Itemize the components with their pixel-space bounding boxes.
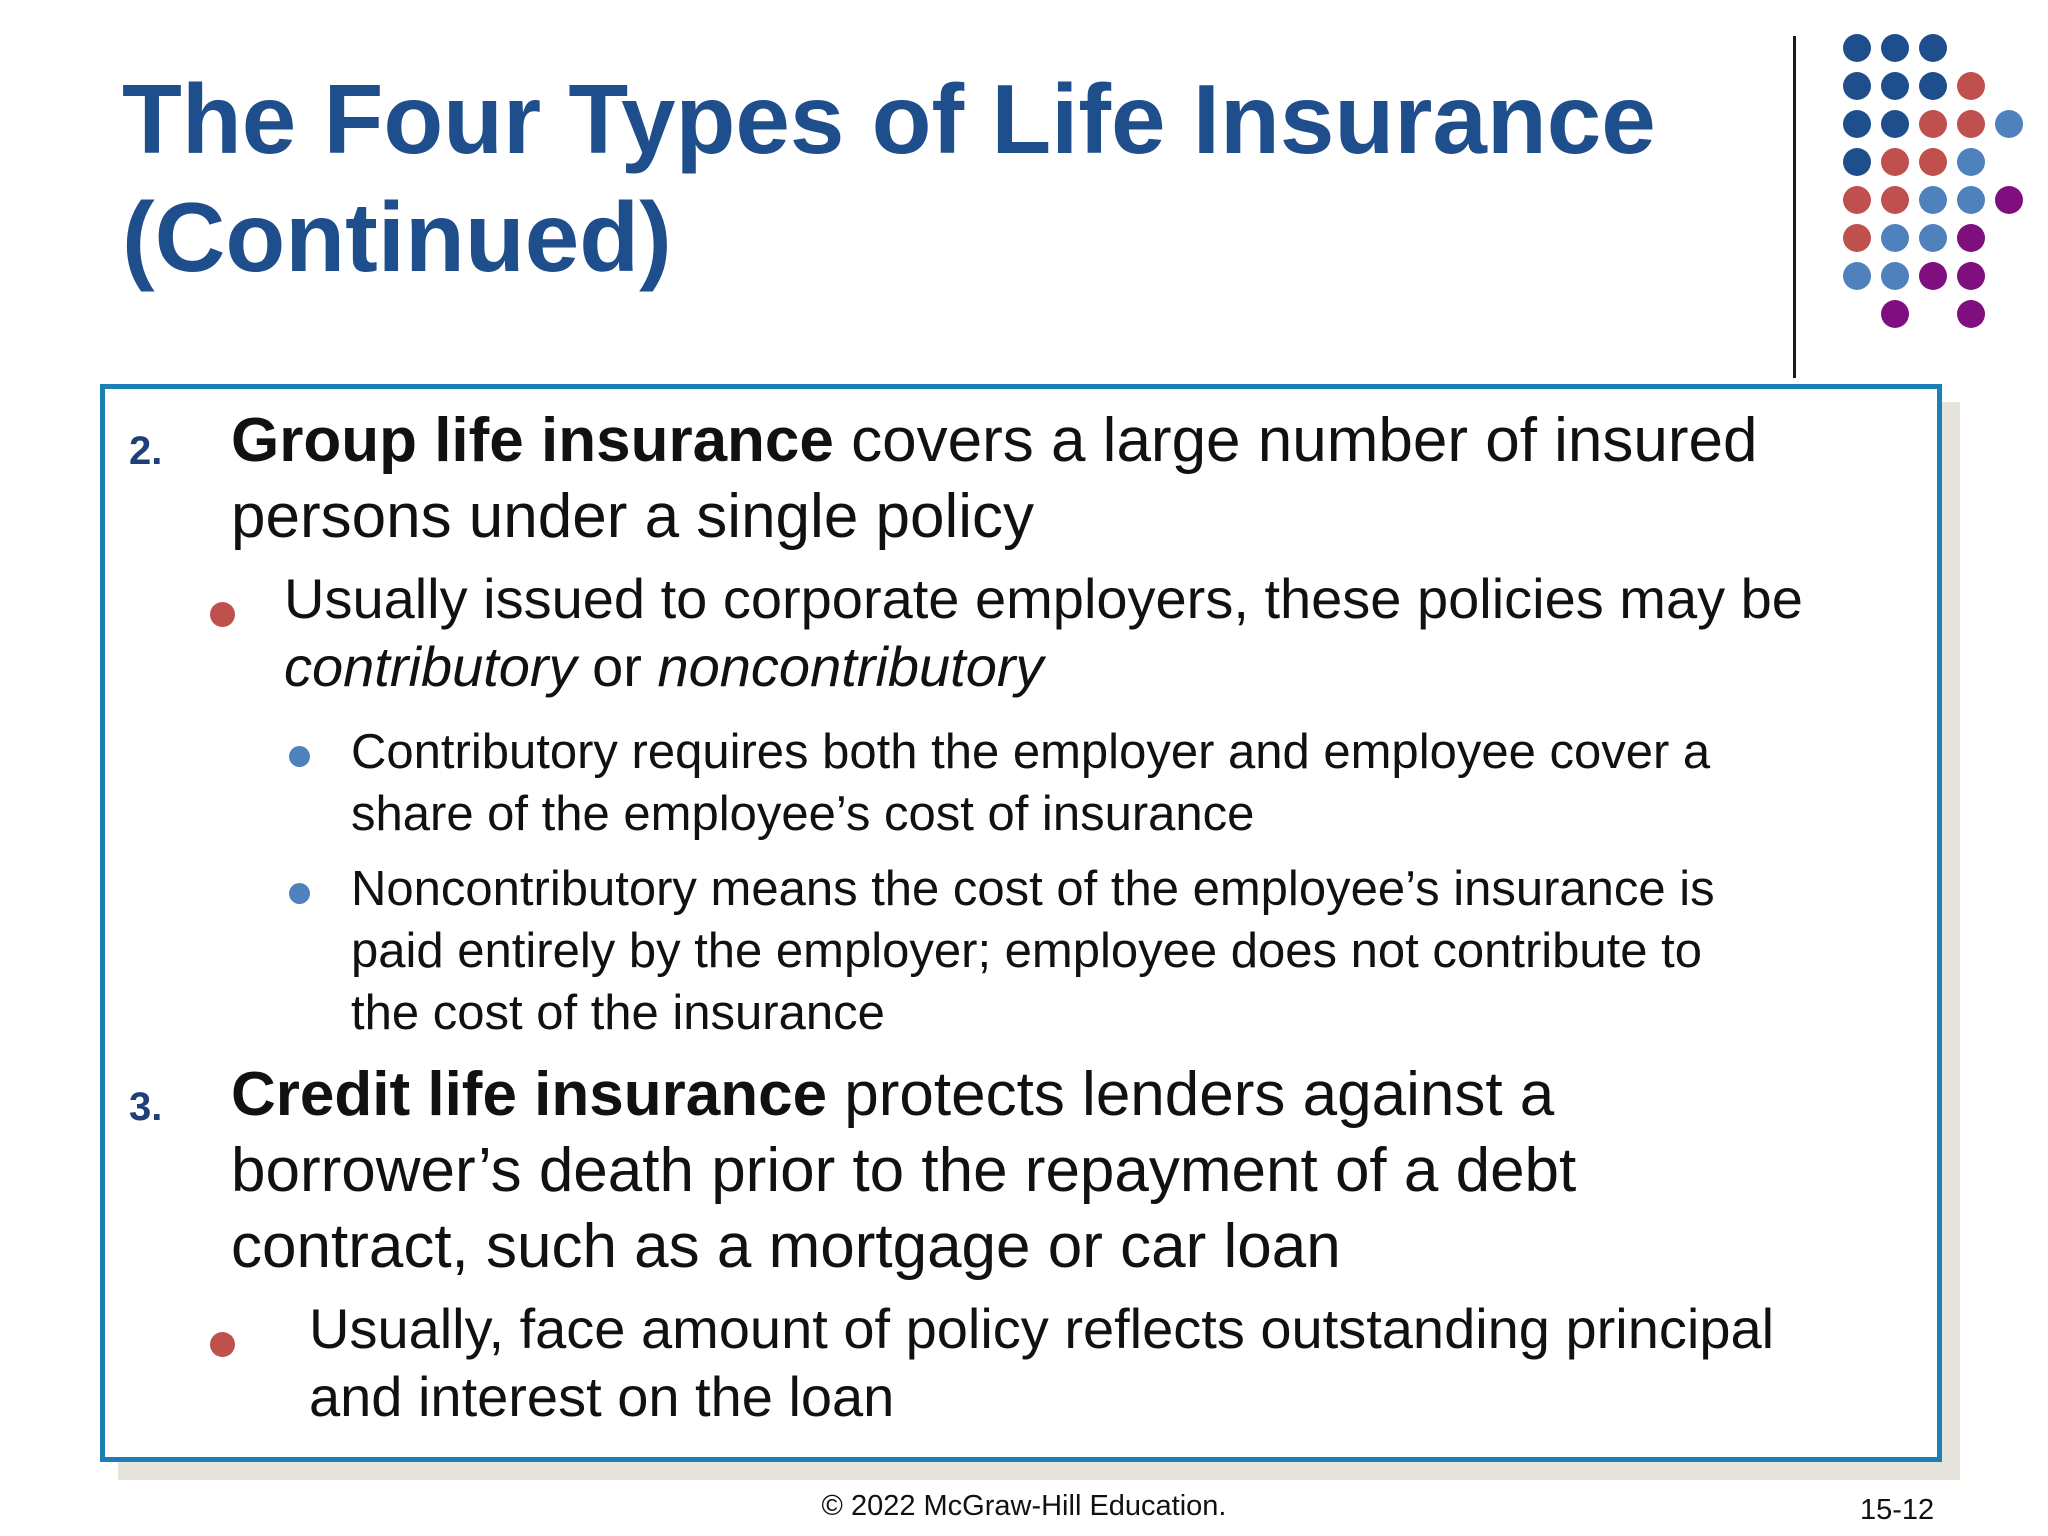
decorative-dot: [1843, 148, 1871, 176]
decorative-dot: [1881, 72, 1909, 100]
item-text: covers a large number of insured: [833, 406, 1758, 475]
decorative-dot: [1957, 224, 1985, 252]
slide-title: [122, 60, 1762, 296]
sub-point-text: and interest on the loan: [309, 1365, 895, 1428]
item-heading: [231, 1057, 1921, 1285]
decorative-dot: [1843, 34, 1871, 62]
decorative-dot: [1919, 34, 1947, 62]
decorative-dot: [1843, 72, 1871, 100]
decorative-dot: [1919, 262, 1947, 290]
sub-sub-point-text: Contributory requires both the employer and employee cover a: [351, 725, 1711, 779]
sub-sub-point-text: the cost of the insurance: [351, 986, 885, 1040]
item-text: persons under a single policy: [231, 482, 1035, 551]
bullet-dot: [210, 602, 235, 627]
decorative-dot: [1919, 224, 1947, 252]
term-contributory: contributory: [284, 635, 577, 698]
sub-point-text: Usually issued to corporate employers, these policies may be: [284, 567, 1803, 630]
decorative-dot: [1843, 186, 1871, 214]
sub-sub-point-text: Noncontributory means the cost of the employee’s insurance is: [351, 862, 1715, 916]
decorative-dot: [1919, 72, 1947, 100]
decorative-dot: [1881, 110, 1909, 138]
sub-point-connector: or: [576, 635, 658, 698]
item-term: Credit life insurance: [231, 1060, 828, 1129]
decorative-dot: [1881, 300, 1909, 328]
decorative-dot: [1957, 72, 1985, 100]
content-box: [100, 384, 1942, 1462]
slide-title-line-2: (Continued): [122, 182, 672, 292]
term-noncontributory: noncontributory: [657, 635, 1044, 698]
decorative-dot: [1995, 186, 2023, 214]
item-number: 2.: [129, 429, 163, 473]
decorative-dot: [1919, 110, 1947, 138]
sub-sub-point-text: share of the employee’s cost of insurance: [351, 787, 1255, 841]
slide-title-line-1: The Four Types of Life Insurance: [122, 64, 1656, 174]
decorative-dot: [1995, 110, 2023, 138]
sub-point: [284, 565, 1934, 701]
bullet-dot: [210, 1332, 235, 1357]
decorative-dot: [1957, 186, 1985, 214]
sub-point: [309, 1295, 1929, 1431]
decorative-dot: [1919, 148, 1947, 176]
decorative-dot: [1957, 262, 1985, 290]
decorative-dot: [1881, 148, 1909, 176]
title-divider-rule: [1793, 36, 1796, 378]
item-heading: [231, 403, 1921, 555]
item-number: 3.: [129, 1085, 163, 1129]
decorative-dot: [1881, 34, 1909, 62]
footer-page-number: 15-12: [1860, 1494, 1935, 1526]
decorative-dot: [1957, 148, 1985, 176]
bullet-dot: [289, 883, 310, 904]
decorative-dot: [1843, 224, 1871, 252]
decorative-dot: [1957, 300, 1985, 328]
sub-point-text: Usually, face amount of policy reflects outstanding principal: [309, 1297, 1775, 1360]
item-term: Group life insurance: [231, 406, 834, 475]
bullet-dot: [289, 746, 310, 767]
item-text: contract, such as a mortgage or car loan: [231, 1212, 1341, 1281]
decorative-dot: [1843, 110, 1871, 138]
sub-sub-point: [351, 721, 1931, 845]
item-text: protects lenders against a: [827, 1060, 1555, 1129]
decorative-dot: [1919, 186, 1947, 214]
decorative-dot: [1957, 110, 1985, 138]
decorative-dot: [1881, 224, 1909, 252]
decorative-dot: [1881, 262, 1909, 290]
decorative-dot: [1843, 262, 1871, 290]
item-text: borrower’s death prior to the repayment of a debt: [231, 1136, 1577, 1205]
footer-copyright: © 2022 McGraw-Hill Education.: [821, 1490, 1227, 1522]
sub-sub-point-text: paid entirely by the employer; employee does not contribute to: [351, 924, 1703, 978]
decorative-dot: [1881, 186, 1909, 214]
sub-sub-point: [351, 858, 1931, 1044]
